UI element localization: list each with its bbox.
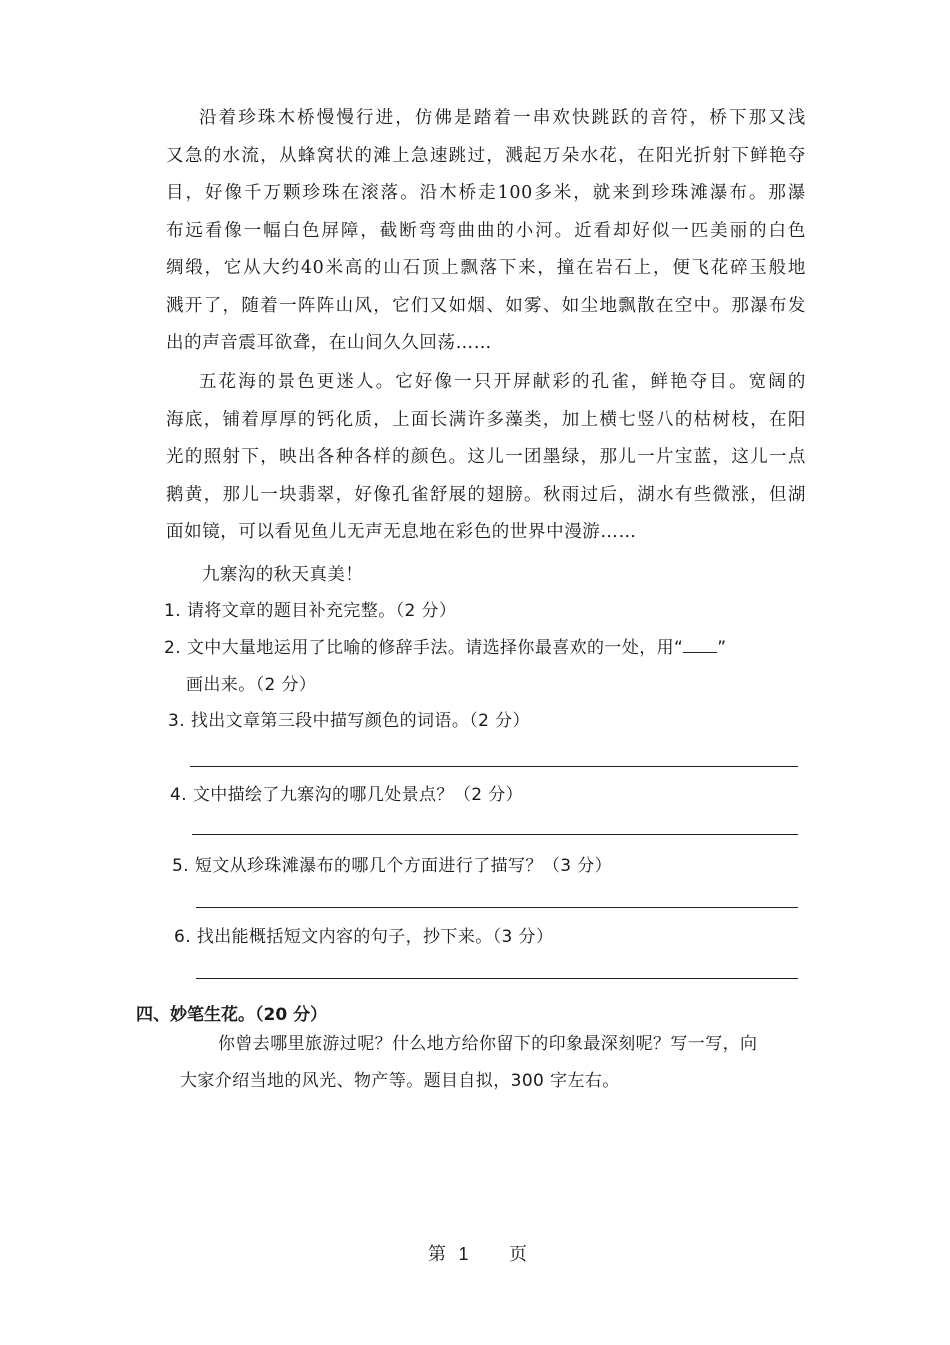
footer-suffix: 页	[509, 1244, 528, 1264]
question-2-quote-close: ”	[717, 638, 727, 658]
answer-line-5[interactable]	[196, 907, 798, 908]
text-line: 目，好像千万颗珍珠在滚落。沿木桥走100多米，就来到珍珠滩瀑布。那瀑	[166, 183, 806, 203]
page-number: 1	[458, 1244, 469, 1264]
essay-prompt-line-1: 你曾去哪里旅游过呢？什么地方给你留下的印象最深刻呢？写一写，向	[218, 1034, 758, 1054]
question-2-continued: 画出来。（2 分）	[186, 675, 317, 695]
text-line: 溅开了，随着一阵阵山风，它们又如烟、如雾、如尘地飘散在空中。那瀑布发	[166, 295, 806, 316]
passage-paragraph-1	[166, 100, 806, 363]
underline-blank	[683, 638, 717, 653]
passage-conclusion: 九寨沟的秋天真美！	[202, 565, 364, 585]
question-6: 6. 找出能概括短文内容的句子，抄下来。（3 分）	[174, 927, 554, 947]
question-2-text: 2. 文中大量地运用了比喻的修辞手法。请选择你最喜欢的一处，用“	[164, 638, 684, 658]
answer-line-6[interactable]	[196, 978, 798, 979]
footer-prefix: 第	[428, 1244, 446, 1264]
text-line: 鹅黄，那儿一块翡翠，好像孔雀舒展的翅膀。秋雨过后，湖水有些微涨，但湖	[166, 484, 806, 505]
text-line: 沿着珍珠木桥慢慢行进，仿佛是踏着一串欢快跳跃的音符，桥下那又浅	[199, 108, 806, 128]
text-line: 五花海的景色更迷人。它好像一只开屏献彩的孔雀，鲜艳夺目。宽阔的	[199, 372, 806, 392]
text-line: 布远看像一幅白色屏障，截断弯弯曲曲的小河。近看却好似一匹美丽的白色	[166, 220, 806, 241]
passage-paragraph-2	[166, 364, 806, 552]
text-line: 又急的水流，从蜂窝状的滩上急速跳过，溅起万朵水花，在阳光折射下鲜艳夺	[166, 145, 806, 166]
essay-prompt-line-2: 大家介绍当地的风光、物产等。题目自拟，300 字左右。	[180, 1071, 620, 1091]
section-4-title: 四、妙笔生花。（20 分）	[136, 1005, 328, 1025]
text-line: 光的照射下，映出各种各样的颜色。这儿一团墨绿，那儿一片宝蓝，这儿一点	[166, 447, 806, 467]
text-line: 绸缎，它从大约40米高的山石顶上飘落下来，撞在岩石上，便飞花碎玉般地	[166, 258, 806, 278]
essay-prompt	[180, 1026, 800, 1100]
question-3: 3. 找出文章第三段中描写颜色的词语。（2 分）	[168, 711, 530, 731]
text-line: 面如镜，可以看见鱼儿无声无息地在彩色的世界中漫游……	[166, 522, 637, 542]
question-1: 1. 请将文章的题目补充完整。（2 分）	[164, 601, 457, 621]
answer-line-3[interactable]	[190, 766, 798, 767]
page-footer	[428, 1240, 527, 1266]
question-2	[164, 636, 726, 660]
question-5: 5. 短文从珍珠滩瀑布的哪几个方面进行了描写？（3 分）	[172, 856, 613, 876]
text-line: 出的声音震耳欲聋，在山间久久回荡……	[166, 333, 492, 353]
question-4: 4. 文中描绘了九寨沟的哪几处景点？（2 分）	[170, 785, 524, 805]
answer-line-4[interactable]	[192, 834, 798, 835]
text-line: 海底，铺着厚厚的钙化质，上面长满许多藻类，加上横七竖八的枯树枝，在阳	[166, 409, 806, 430]
